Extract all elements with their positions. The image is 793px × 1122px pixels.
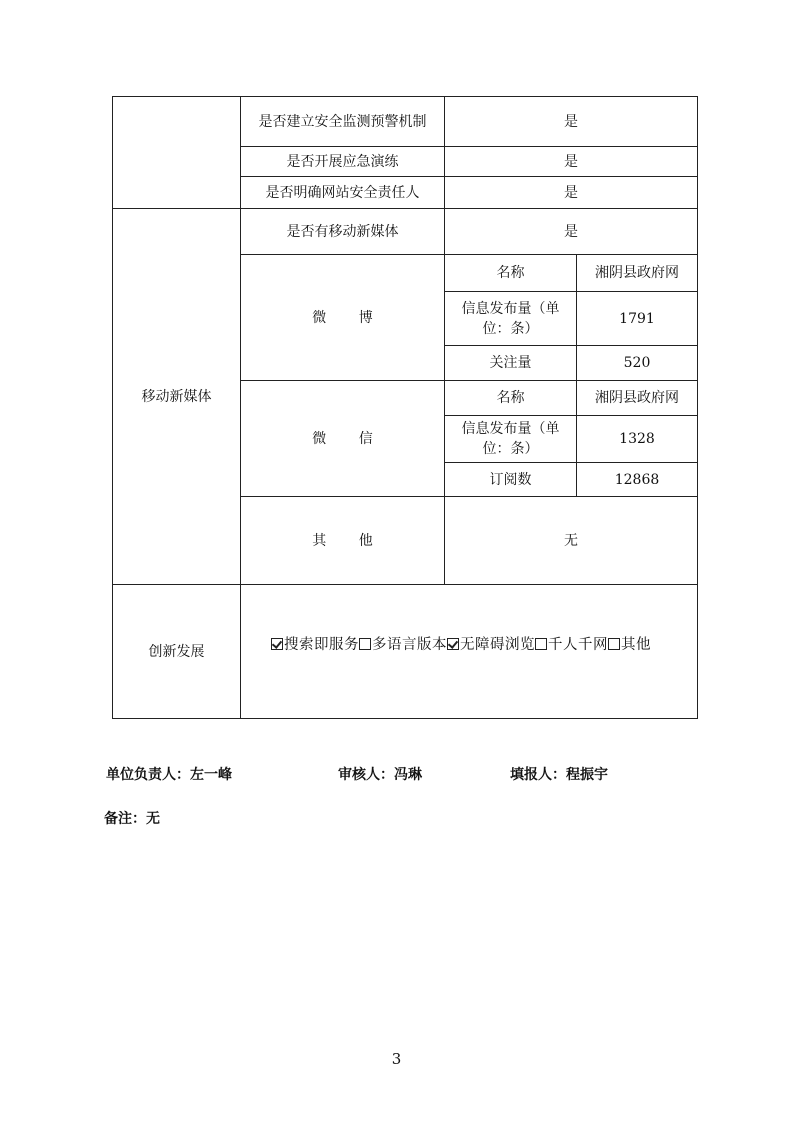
- weibo-name-label: 名称: [445, 255, 577, 292]
- option-search-service[interactable]: 搜索即服务: [271, 637, 359, 653]
- wechat-name-value: 湘阴县政府网: [577, 381, 698, 416]
- option-other[interactable]: 其他: [608, 637, 651, 653]
- checkbox-unchecked-icon[interactable]: [359, 638, 371, 650]
- innovation-options: [241, 585, 698, 719]
- checkbox-checked-icon[interactable]: [271, 638, 283, 650]
- weibo-followers-label: 关注量: [445, 346, 577, 381]
- weibo-posts-label: 信息发布量（单位：条）: [445, 292, 577, 346]
- wechat-label: 微 信: [241, 381, 445, 497]
- wechat-posts-label: 信息发布量（单位：条）: [445, 416, 577, 463]
- checkbox-unchecked-icon[interactable]: [535, 638, 547, 650]
- option-personalized[interactable]: 千人千网: [535, 637, 608, 653]
- drill-label: 是否开展应急演练: [241, 147, 445, 177]
- option-accessible[interactable]: 无障碍浏览: [447, 637, 535, 653]
- has-media-label: 是否有移动新媒体: [241, 209, 445, 255]
- wechat-subs-value: 12868: [577, 463, 698, 497]
- monitoring-value: 是: [445, 97, 698, 147]
- option-multilingual[interactable]: 多语言版本: [359, 637, 447, 653]
- checkbox-unchecked-icon[interactable]: [608, 638, 620, 650]
- has-media-value: 是: [445, 209, 698, 255]
- media-section-label: 移动新媒体: [113, 209, 241, 585]
- responsible-label: 是否明确网站安全责任人: [241, 177, 445, 209]
- unit-head: 单位负责人：左一峰: [106, 767, 232, 783]
- weibo-label: 微 博: [241, 255, 445, 381]
- checkbox-checked-icon[interactable]: [447, 638, 459, 650]
- other-label: 其 他: [241, 497, 445, 585]
- wechat-posts-value: 1328: [577, 416, 698, 463]
- innovation-label: 创新发展: [113, 585, 241, 719]
- weibo-posts-value: 1791: [577, 292, 698, 346]
- note: 备注：无: [104, 811, 160, 827]
- weibo-followers-value: 520: [577, 346, 698, 381]
- page-number: 3: [391, 1050, 402, 1068]
- other-value: 无: [445, 497, 698, 585]
- reviewer: 审核人：冯琳: [338, 767, 422, 783]
- wechat-name-label: 名称: [445, 381, 577, 416]
- responsible-value: 是: [445, 177, 698, 209]
- report-table: [112, 96, 698, 719]
- filler: 填报人：程振宇: [510, 767, 608, 783]
- wechat-subs-label: 订阅数: [445, 463, 577, 497]
- weibo-name-value: 湘阴县政府网: [577, 255, 698, 292]
- monitoring-label: 是否建立安全监测预警机制: [241, 97, 445, 147]
- section-cell-security: [113, 97, 241, 209]
- drill-value: 是: [445, 147, 698, 177]
